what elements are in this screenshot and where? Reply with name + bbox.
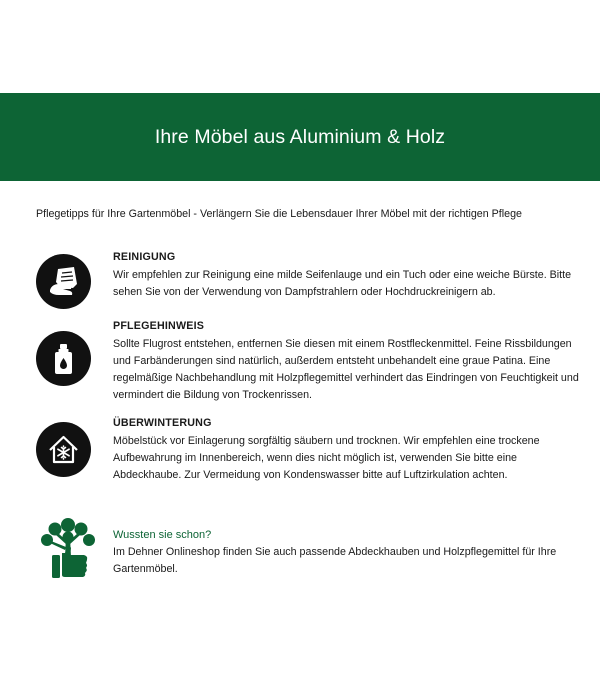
- section-title: PFLEGEHINWEIS: [113, 320, 205, 332]
- tip-body: Im Dehner Onlineshop finden Sie auch passende Abdeckhauben und Holzpflegemittel für Ihre Gartenmöbel.: [113, 546, 557, 575]
- section-title: REINIGUNG: [113, 251, 176, 263]
- tree-thumbs-up-icon: [38, 517, 98, 583]
- section-body: Sollte Flugrost entstehen, entfernen Sie diesen mit einem Rostfleckenmittel. Feine Rissbildungen und Farbänderungen sind natürlich, außerdem entsteht unbehandelt eine graue Patina. Eine regelmäßige Nachbehandlung mit Holzpflegemittel verhindert das Eindringen von Feuchtigkeit und vermindert die Bildung von Trockenrissen.: [113, 338, 579, 401]
- tip-title: Wussten sie schon?: [113, 529, 212, 541]
- snowflake-house-icon: [36, 422, 91, 477]
- intro-text: Pflegetipps für Ihre Gartenmöbel - Verlängern Sie die Lebensdauer Ihrer Möbel mit der richtigen Pflege: [36, 208, 522, 220]
- header-banner: [0, 93, 600, 181]
- cleaning-cloth-icon: [36, 254, 91, 309]
- section-title: ÜBERWINTERUNG: [113, 417, 212, 429]
- care-bottle-icon: [36, 331, 91, 386]
- section-body: Wir empfehlen zur Reinigung eine milde Seifenlauge und ein Tuch oder eine weiche Bürste. Bitte sehen Sie von der Verwendung von Dampfstrahlern oder Hochdruckreinigern ab.: [113, 269, 572, 298]
- page-title: Ihre Möbel aus Aluminium & Holz: [154, 125, 446, 148]
- tip-box: [113, 527, 583, 578]
- section-body: Möbelstück vor Einlagerung sorgfältig säubern und trocknen. Wir empfehlen eine trockene Aufbewahrung im Innenbereich, wenn dies nicht möglich ist, verwenden Sie bitte eine Abdeckhaube. Zur Vermeidung von Kondenswasser bitte auf Luftzirkulation achten.: [113, 435, 540, 481]
